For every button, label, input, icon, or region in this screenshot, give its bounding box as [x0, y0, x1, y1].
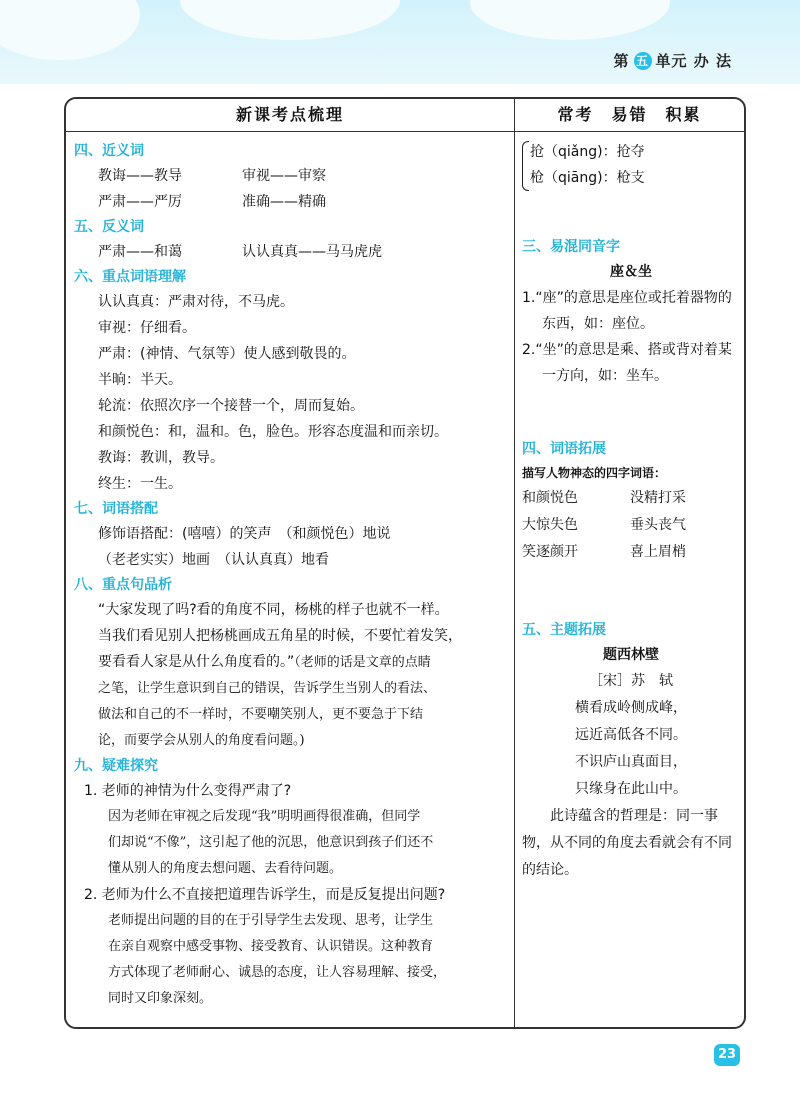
section-antonyms-title: 五、反义词: [74, 219, 144, 235]
unit-number-badge: 五: [634, 52, 652, 70]
idiom: 没精打采: [630, 490, 686, 506]
left-column: [74, 139, 509, 1012]
synonym-row: 严肃——严厉 准确——精确: [98, 194, 326, 210]
poem-line: 横看成岭侧成峰，: [575, 700, 687, 716]
word-meaning-item: 审视：仔细看。: [98, 320, 196, 336]
word-meaning-item: 半晌：半天。: [98, 372, 182, 388]
right-column-title: 常考 易错 积累: [515, 99, 744, 132]
homophone-pair: 座＆坐: [610, 264, 652, 280]
top-banner: [0, 0, 800, 84]
word-meaning-item: 轮流：依照次序一个接替一个，周而复始。: [98, 398, 364, 414]
idiom-grid: [522, 485, 740, 566]
poem-line: 只缘身在此山中。: [575, 781, 687, 797]
section-collocation-title: 七、词语搭配: [74, 501, 158, 517]
collocation-line: 修饰语搭配：(嘻嘻）的笑声 （和颜悦色）地说: [98, 526, 391, 542]
homophone-explanation: 1.“座”的意思是座位或托着器物的东西，如：座位。: [522, 290, 732, 332]
section-word-expansion-title: 四、词语拓展: [522, 441, 606, 457]
poem-line: 远近高低各不同。: [575, 727, 687, 743]
idiom: 和颜悦色: [522, 490, 578, 506]
idiom: 喜上眉梢: [630, 544, 686, 560]
poem-commentary: 此诗蕴含的哲理是：同一事物，从不同的角度去看就会有不同的结论。: [522, 808, 732, 878]
idiom: 大惊失色: [522, 517, 578, 533]
poem-line: 不识庐山真面目，: [575, 754, 687, 770]
section-word-meaning-title: 六、重点词语理解: [74, 269, 186, 285]
section-sentence-analysis-title: 八、重点句品析: [74, 577, 172, 593]
section-homophones-title: 三、易混同音字: [522, 239, 620, 255]
word-meaning-item: 教诲：教训，教导。: [98, 450, 224, 466]
word-expansion-subtitle: 描写人物神态的四字词语：: [522, 466, 667, 480]
poem-title: 题西林壁: [603, 647, 659, 663]
polyphone-item: 抢（qiǎng)：抢夺: [530, 144, 645, 160]
collocation-line: （老老实实）地画 （认认真真）地看: [98, 552, 329, 568]
question-2: 2. 老师为什么不直接把道理告诉学生，而是反复提出问题?: [84, 887, 446, 903]
brace-icon: [522, 141, 529, 191]
section-theme-title: 五、主题拓展: [522, 622, 606, 638]
section-synonyms-title: 四、近义词: [74, 143, 144, 159]
poem-author: ［宋］苏 轼: [589, 673, 673, 689]
key-sentence: “大家发现了吗?看的角度不同，杨桃的样子也就不一样。 当我们看见别人把杨桃画成五角星的时候，不要忙着发笑， 要看看人家是从什么角度看的。”（老师的话是文章的点睛 之笔，让学生意识到自己的错误，告诉学生当别人的看法、 做法和自己的不一样时，不要嘲笑别人，更不要急于下结 论，而要学会从别人的角度看问题。): [98, 602, 462, 748]
unit-label: 第 五 单元 办 法: [613, 52, 732, 70]
polyphone-group: [522, 139, 740, 191]
left-column-title: 新课考点梳理: [66, 99, 514, 132]
section-inquiry-title: 九、疑难探究: [74, 758, 158, 774]
word-meaning-item: 严肃：(神情、气氛等）使人感到敬畏的。: [98, 346, 356, 362]
synonym-row: 教诲——教导 审视——审察: [98, 168, 326, 184]
word-meaning-item: 终生：一生。: [98, 476, 182, 492]
homophone-explanation: 2.“坐”的意思是乘、搭或背对着某一方向，如：坐车。: [522, 342, 732, 384]
idiom: 笑逐颜开: [522, 544, 578, 560]
answer-1: 因为老师在审视之后发现“我”明明画得很准确，但同学 们却说“不像”，这引起了他的沉思，他意识到孩子们还不 懂从别人的角度去想问题、去看待问题。: [108, 809, 434, 876]
answer-2: 老师提出问题的目的在于引导学生去发现、思考，让学生 在亲自观察中感受事物、接受教育、认识错误。这种教育 方式体现了老师耐心、诚恳的态度，让人容易理解、接受， 同时又印象深刻。: [108, 913, 447, 1006]
content-frame: [64, 97, 746, 1029]
word-meaning-item: 和颜悦色：和，温和。色，脸色。形容态度温和而亲切。: [98, 424, 448, 440]
word-meaning-item: 认认真真：严肃对待，不马虎。: [98, 294, 294, 310]
polyphone-item: 枪（qiāng)：枪支: [530, 170, 645, 186]
question-1: 1. 老师的神情为什么变得严肃了?: [84, 783, 292, 799]
page-number: 23: [714, 1044, 740, 1066]
antonym-row: 严肃——和蔼 认认真真——马马虎虎: [98, 244, 382, 260]
column-divider: [514, 99, 515, 1027]
idiom: 垂头丧气: [630, 517, 686, 533]
right-column: [522, 139, 740, 884]
